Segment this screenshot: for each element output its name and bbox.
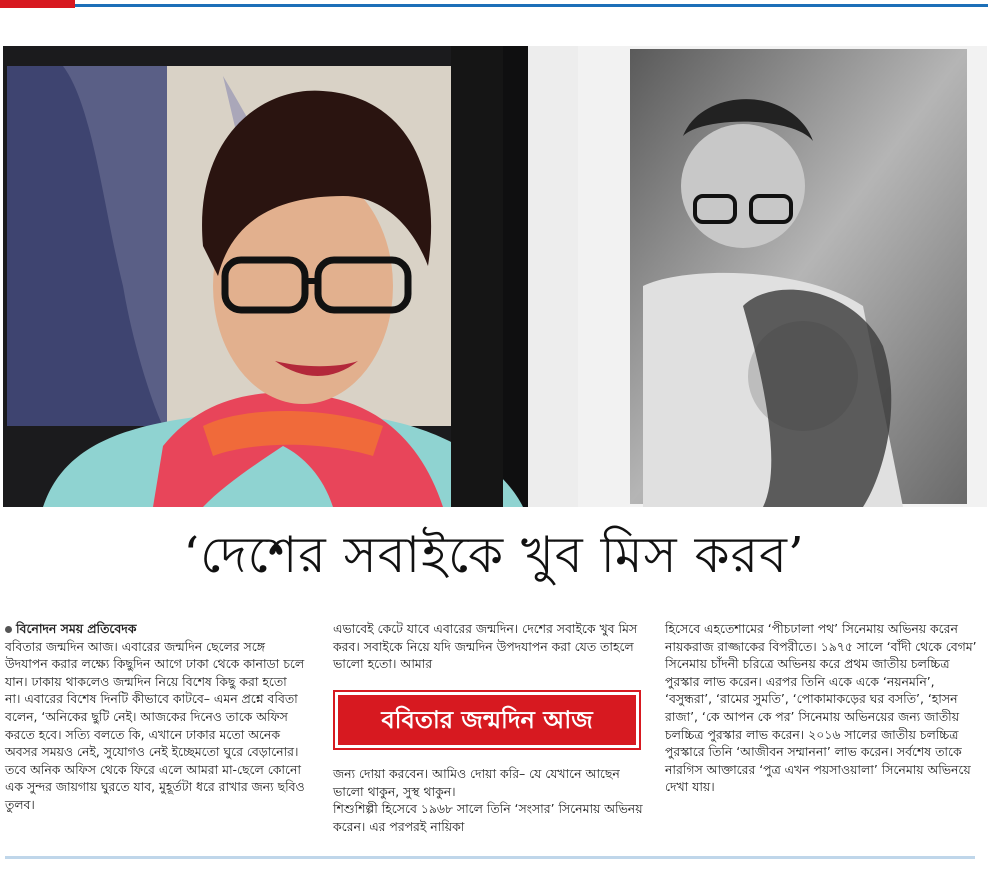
article-column-2-lower xyxy=(333,765,643,835)
photo-illustration xyxy=(3,46,987,507)
subhead-box xyxy=(333,690,641,750)
subhead-text: ববিতার জন্মদিন আজ xyxy=(338,695,636,745)
article-photo xyxy=(3,46,987,507)
column-2-bottom-body-1: জন্য দোয়া করবেন। আমিও দোয়া করি– যে যেখানে আছেন ভালো থাকুন, সুস্থ থাকুন। xyxy=(333,766,620,799)
article-headline: ‘দেশের সবাইকে খুব মিস করব’ xyxy=(183,526,805,584)
masthead-red-block xyxy=(0,0,75,8)
column-2-bottom-body-2: শিশুশিল্পী হিসেবে ১৯৬৮ সালে তিনি ‘সংসার’ সিনেমায় অভিনয় করেন। এর পরপরই নায়িকা xyxy=(333,801,643,834)
article-column-3 xyxy=(665,620,977,796)
masthead-strip xyxy=(0,0,988,10)
article-column-1 xyxy=(5,620,305,814)
masthead-blue-rule xyxy=(75,4,988,7)
byline-bullet-icon xyxy=(5,626,12,633)
byline-text: বিনোদন সময় প্রতিবেদক xyxy=(16,621,137,636)
byline xyxy=(5,620,305,638)
column-1-body: ববিতার জন্মদিন আজ। এবারের জন্মদিন ছেলের সঙ্গে উদযাপন করার লক্ষ্যে কিছুদিন আগে ঢাকা থেকে কানাডা চলে যান। ঢাকায় থাকলেও জন্মদিন নিয়ে বিশেষ কিছু করা হতো না। এবারের বিশেষ দিনটি কীভাবে কাটবে– এমন প্রশ্নে ববিতা বলেন, ‘অনিকের ছুটি নেই। আজকের দিনেও তাকে অফিস করতে হবে। সত্যি বলতে কি, এখানে ঢাকার মতো অনেক অবসর সময়ও নেই, সুযোগও নেই ইচ্ছেমতো ঘুরে বেড়ানোর। তবে অনিক অফিস থেকে ফিরে এলে আমরা মা-ছেলে কোনো এক সুন্দর জায়গায় ঘুরতে যাব, মুহূর্তটা ধরে রাখার জন্য ছবিও তুলব। xyxy=(5,638,305,812)
column-2-top-body: এভাবেই কেটে যাবে এবারের জন্মদিন। দেশের সবাইকে খুব মিস করব। সবাইকে নিয়ে যদি জন্মদিন উপদযাপন করা যেত তাহলে ভালো হতো। আমার xyxy=(333,621,638,672)
article-column-2 xyxy=(333,620,643,673)
bottom-divider xyxy=(5,856,975,859)
column-3-body: হিসেবে এহতেশামের ‘পীচঢালা পথ’ সিনেমায় অভিনয় করেন নায়করাজ রাজ্জাকের বিপরীতে। ১৯৭৫ সালে ‘বাঁদী থেকে বেগম’ সিনেমায় চাঁদনী চরিত্রে অভিনয় করে প্রথম জাতীয় চলচ্চিত্র পুরস্কার লাভ করেন। এরপর তিনি একে একে ‘নয়নমনি’, ‘বসুন্ধরা’, ‘রামের সুমতি’, ‘পোকামাকড়ের ঘর বসতি’, ‘হাসন রাজা’, ‘কে আপন কে পর’ সিনেমায় অভিনয়ের জন্য জাতীয় চলচ্চিত্র পুরস্কার লাভ করেন। ২০১৬ সালের জাতীয় চলচ্চিত্র পুরস্কারে তিনি ‘আজীবন সম্মাননা’ লাভ করেন। সর্বশেষ তাকে নারগিস আক্তারের ‘পুত্র এখন পয়সাওয়ালা’ সিনেমায় অভিনয়ে দেখা যায়। xyxy=(665,621,977,795)
